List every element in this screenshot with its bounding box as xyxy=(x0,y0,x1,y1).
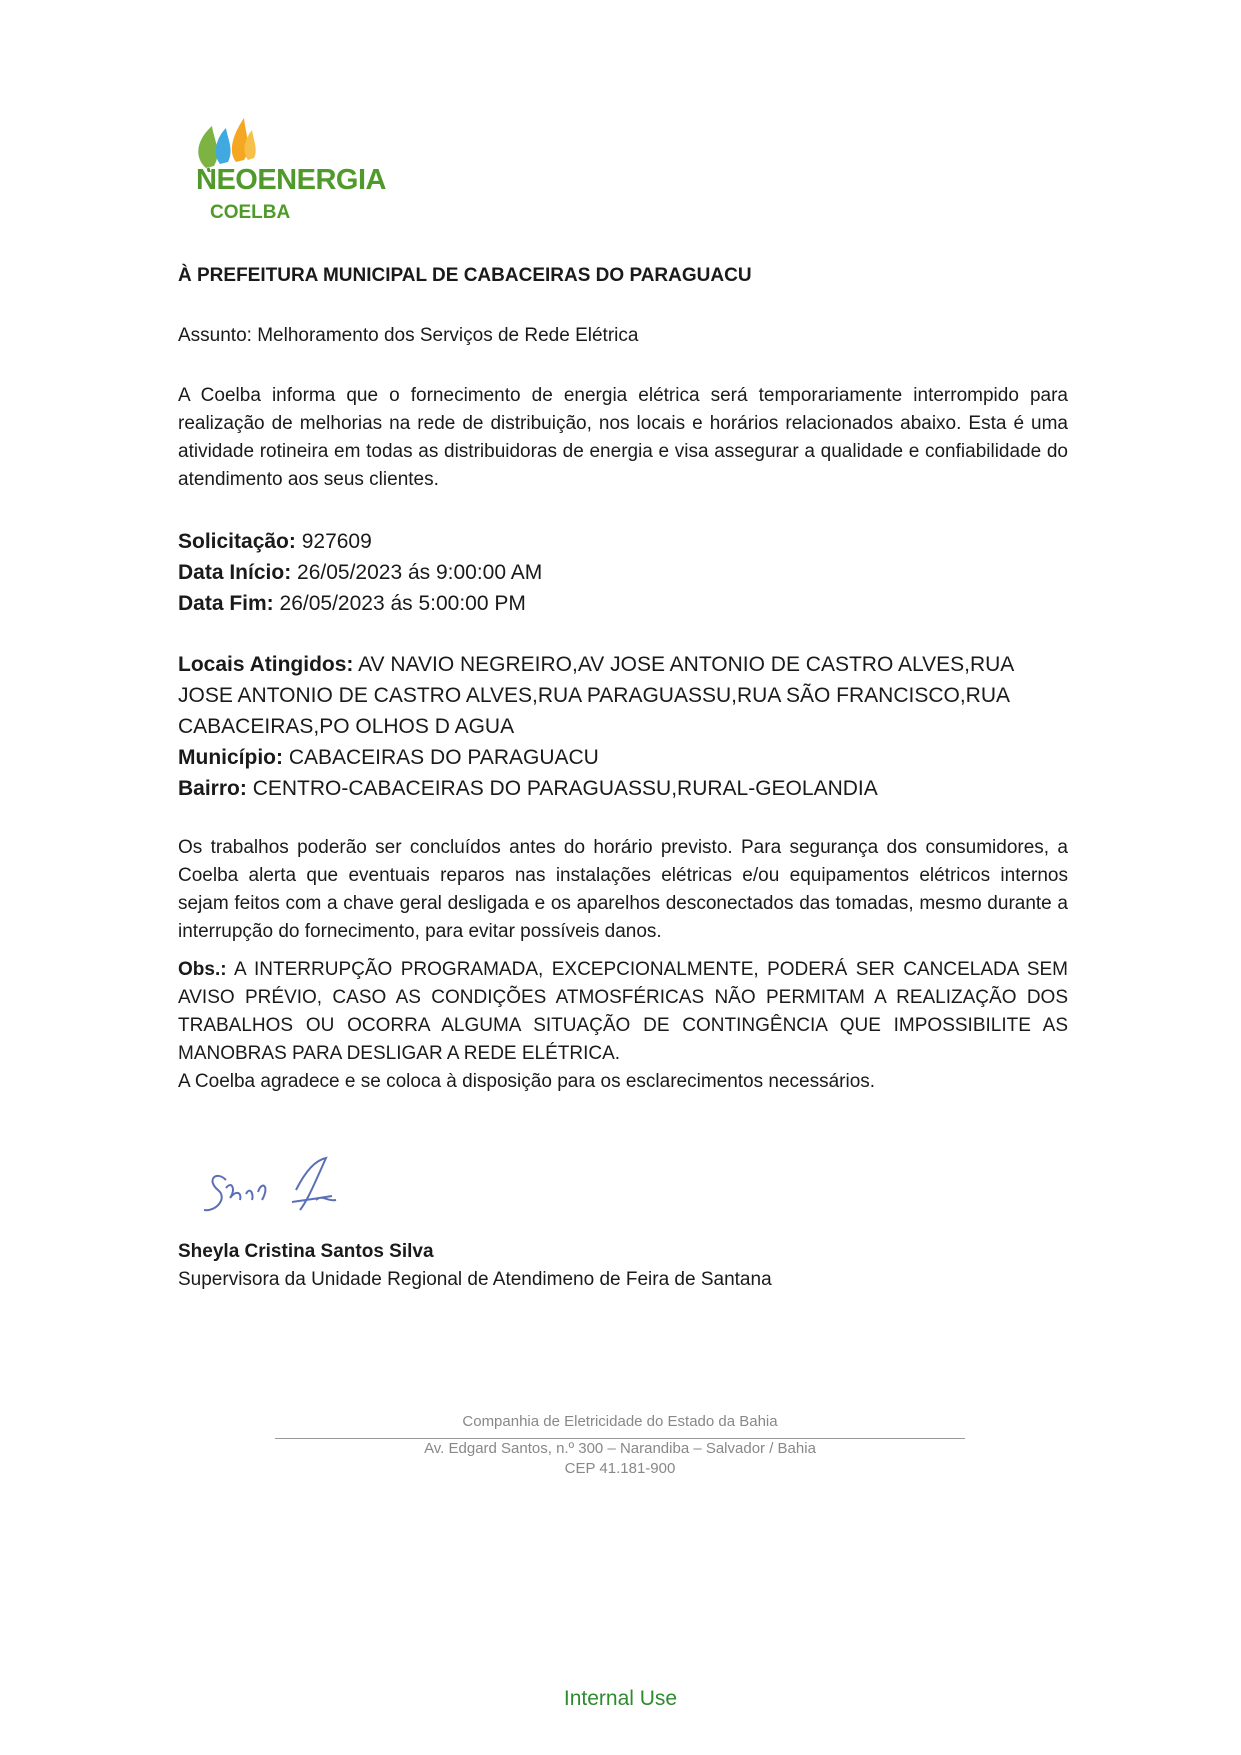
signer-role: Supervisora da Unidade Regional de Atendimeno de Feira de Santana xyxy=(178,1269,772,1290)
locais-value: AV NAVIO NEGREIRO,AV JOSE ANTONIO DE CASTRO ALVES,RUA JOSE ANTONIO DE CASTRO ALVES,RUA PARAGUASSU,RUA SÃO FRANCISCO,RUA CABACEIRAS,PO OLHOS D AGUA xyxy=(178,653,1014,738)
solicitacao-value: 927609 xyxy=(295,530,372,553)
solicitacao-row xyxy=(178,526,1068,557)
data-fim-value: 26/05/2023 ás 5:00:00 PM xyxy=(273,592,526,615)
municipio-label: Município: xyxy=(178,746,283,769)
data-fim-label: Data Fim: xyxy=(178,592,274,615)
leaf-drops-icon xyxy=(192,110,272,172)
locais-row xyxy=(178,649,1068,742)
bairro-label: Bairro: xyxy=(178,777,247,800)
bairro-value: CENTRO-CABACEIRAS DO PARAGUASSU,RURAL-GEOLANDIA xyxy=(246,777,878,800)
handwritten-signature xyxy=(196,1150,366,1230)
signer-name: Sheyla Cristina Santos Silva xyxy=(178,1241,434,1262)
obs-label: Obs.: xyxy=(178,959,227,980)
municipio-value: CABACEIRAS DO PARAGUACU xyxy=(282,746,599,769)
classification-label: Internal Use xyxy=(563,1687,678,1710)
logo-brand-text: NEOENERGIA xyxy=(196,164,386,196)
data-inicio-row xyxy=(178,557,1068,588)
thanks-line: A Coelba agradece e se coloca à disposição para os esclarecimentos necessários. xyxy=(178,1071,876,1092)
subject-line: Assunto: Melhoramento dos Serviços de Rede Elétrica xyxy=(178,325,639,346)
safety-paragraph: Os trabalhos poderão ser concluídos antes do horário previsto. Para segurança dos consumidores, a Coelba alerta que eventuais reparos nas instalações elétricas e/ou equipamentos elétricos internos sejam feitos com a chave geral desligada e os aparelhos desconectados das tomadas, mesmo durante a interrupção do fornecimento, para evitar possíveis danos. xyxy=(178,837,1068,942)
recipient-heading: À PREFEITURA MUNICIPAL DE CABACEIRAS DO PARAGUACU xyxy=(178,265,752,286)
municipio-row xyxy=(178,742,1068,773)
footer-cep: CEP 41.181-900 xyxy=(564,1460,676,1477)
location-details xyxy=(178,649,1068,804)
footer-address: Av. Edgard Santos, n.º 300 – Narandiba – Salvador / Bahia xyxy=(424,1440,816,1457)
footer-company: Companhia de Eletricidade do Estado da Bahia xyxy=(462,1413,778,1430)
data-inicio-label: Data Início: xyxy=(178,561,292,584)
neoenergia-logo xyxy=(192,110,422,230)
logo-sub-text: COELBA xyxy=(210,202,291,223)
letter-body xyxy=(178,262,1068,1096)
locais-label: Locais Atingidos: xyxy=(178,653,354,676)
page-footer xyxy=(270,1412,970,1479)
obs-paragraph xyxy=(178,956,1068,1068)
data-inicio-value: 26/05/2023 ás 9:00:00 AM xyxy=(291,561,543,584)
schedule-details xyxy=(178,526,1068,619)
obs-value: A INTERRUPÇÃO PROGRAMADA, EXCEPCIONALMENTE, PODERÁ SER CANCELADA SEM AVISO PRÉVIO, CASO AS CONDIÇÕES ATMOSFÉRICAS NÃO PERMITAM A REALIZAÇÃO DOS TRABALHOS OU OCORRA ALGUMA SITUAÇÃO DE CONTINGÊNCIA QUE IMPOSSIBILITE AS MANOBRAS PARA DESLIGAR A REDE ELÉTRICA. xyxy=(178,959,1068,1064)
signer-block xyxy=(178,1238,772,1294)
bairro-row xyxy=(178,773,1068,804)
intro-paragraph: A Coelba informa que o fornecimento de energia elétrica será temporariamente interrompido para realização de melhorias na rede de distribuição, nos locais e horários relacionados abaixo. Esta é uma atividade rotineira em todas as distribuidoras de energia e visa assegurar a qualidade e confiabilidade do atendimento aos seus clientes. xyxy=(178,385,1068,490)
data-fim-row xyxy=(178,588,1068,619)
solicitacao-label: Solicitação: xyxy=(178,530,296,553)
